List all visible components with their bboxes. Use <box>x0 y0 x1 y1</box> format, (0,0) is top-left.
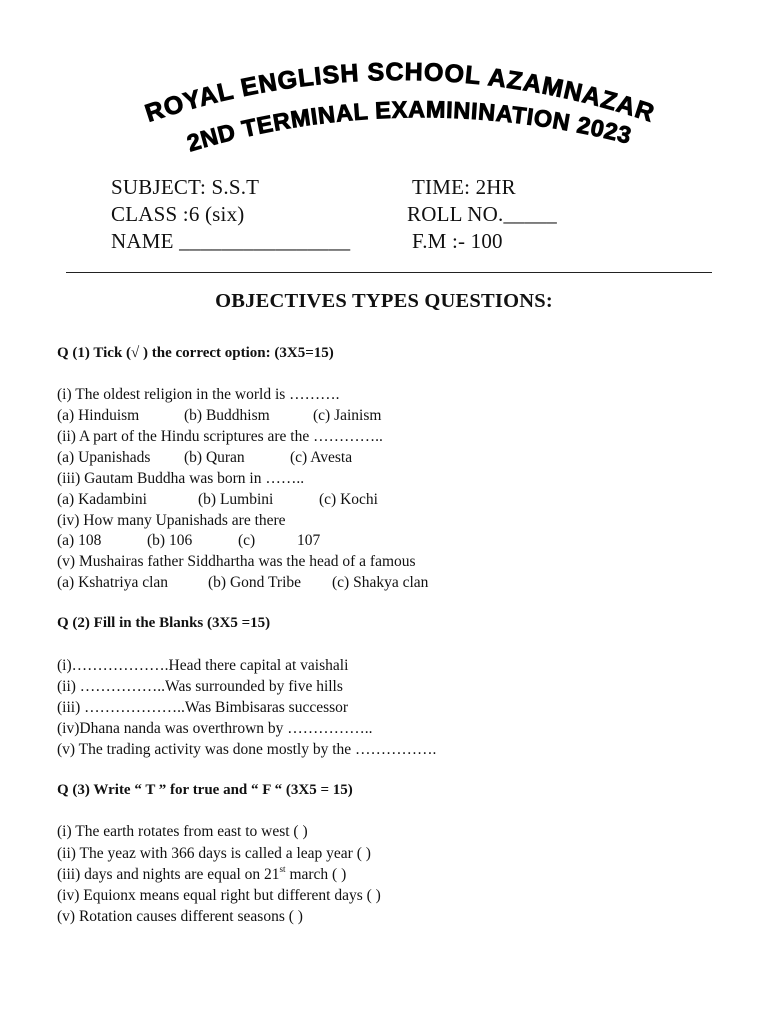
q1-option: (c) <box>238 532 256 549</box>
q1-option: (b) Buddhism <box>184 407 270 424</box>
q1-option: (b) Gond Tribe <box>208 574 302 591</box>
subject-label: SUBJECT: S.S.T <box>111 175 260 199</box>
school-header-arch <box>90 55 710 180</box>
q1-option: (a) Kadambini <box>57 491 147 508</box>
q1-option: (b) Lumbini <box>198 491 274 508</box>
school-name: ROYAL ENGLISH SCHOOL AZAMNAZAR <box>141 57 659 128</box>
exam-name: 2ND TERMINAL EXAMININATION 2023 <box>184 96 635 157</box>
full-marks-label: F.M :- 100 <box>412 229 503 253</box>
q1-option: (a) 108 <box>57 532 102 549</box>
q1-option: (c) Avesta <box>290 449 353 466</box>
q2-item: (i)……………….Head there capital at vaishali <box>57 657 349 674</box>
q1-option: (a) Hinduism <box>57 407 140 424</box>
q2-item: (iv)Dhana nanda was overthrown by …………….. <box>57 720 373 737</box>
q2-heading: Q (2) Fill in the Blanks (3X5 =15) <box>57 615 271 631</box>
q1-question: (iv) How many Upanishads are there <box>57 512 286 529</box>
q2-item: (ii) ……………..Was surrounded by five hills <box>57 678 343 695</box>
time-label: TIME: 2HR <box>412 175 516 199</box>
q1-question: (v) Mushairas father Siddhartha was the head of a famous <box>57 553 416 570</box>
q3-item: (iii) days and nights are equal on 21st march ( ) <box>57 864 347 883</box>
q3-item: (v) Rotation causes different seasons ( ) <box>57 908 303 925</box>
q1-option: (b) Quran <box>184 449 245 466</box>
q1-option: (c) Kochi <box>319 491 378 508</box>
roll-number-field: ROLL NO._____ <box>407 202 557 226</box>
q1-option: (c) Shakya clan <box>332 574 429 591</box>
q1-question: (ii) A part of the Hindu scriptures are the ………….. <box>57 428 383 445</box>
q3-heading: Q (3) Write “ T ” for true and “ F “ (3X5 = 15) <box>57 782 353 798</box>
class-label: CLASS :6 (six) <box>111 202 245 226</box>
divider-line <box>66 272 712 273</box>
name-field: NAME ________________ <box>111 229 351 253</box>
q3-item: (i) The earth rotates from east to west ( ) <box>57 823 308 840</box>
section-title: OBJECTIVES TYPES QUESTIONS: <box>215 290 553 312</box>
q1-question: (i) The oldest religion in the world is ………. <box>57 386 340 403</box>
q1-option: (b) 106 <box>147 532 193 549</box>
q1-option: (c) Jainism <box>313 407 382 424</box>
q2-item: (iii) ………………..Was Bimbisaras successor <box>57 699 349 716</box>
q3-item: (iv) Equionx means equal right but different days ( ) <box>57 887 381 904</box>
q1-option: 107 <box>297 532 321 549</box>
q1-heading: Q (1) Tick (√ ) the correct option: (3X5=15) <box>57 345 334 361</box>
q1-question: (iii) Gautam Buddha was born in …….. <box>57 470 305 487</box>
q1-option: (a) Upanishads <box>57 449 151 466</box>
q2-item: (v) The trading activity was done mostly by the ……………. <box>57 741 437 758</box>
q3-item: (ii) The yeaz with 366 days is called a leap year ( ) <box>57 845 371 862</box>
q1-option: (a) Kshatriya clan <box>57 574 169 591</box>
